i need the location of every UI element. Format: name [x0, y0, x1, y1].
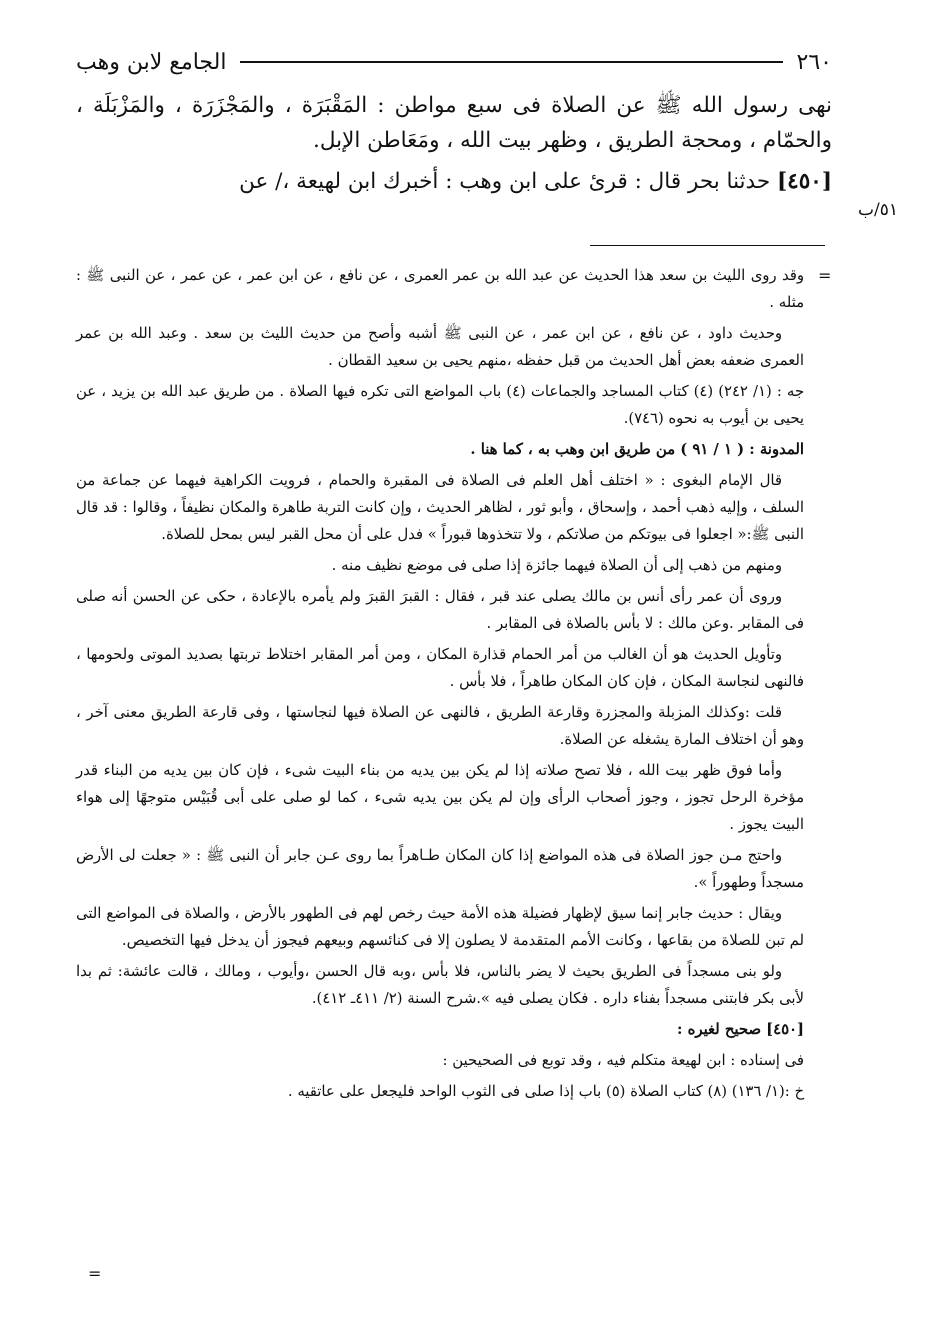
manuscript-folio-note: ٥١/ب [858, 200, 898, 220]
takhrij-line: فى إسناده : ابن لهيعة متكلم فيه ، وقد توبع فى الصحيحين : [442, 1052, 804, 1069]
note-paragraph: وتأويل الحديث هو أن الغالب من أمر الحمام قذارة المكان ، ومن أمر المقابر اختلاط تربتها بصديد الموتى ولحومها ، فالنهى لنجاسة المكان ، فإن كان المكان طاهراً ، فلا بأس . [76, 646, 804, 690]
note-paragraph: جه : (١/ ٢٤٢) (٤) كتاب المساجد والجماعات (٤) باب المواضع التى تكره فيها الصلاة . من طريق عبد الله بن يزيد ، عن يحيى بن أيوب به نحوه (٧٤٦). [76, 383, 804, 427]
note-paragraph: وأما فوق ظهر بيت الله ، فلا تصح صلاته إذا لم يكن بين يديه من بناء البيت شىء ، فإن كان بين يديه من البناء قدر مؤخرة الرحل تجوز ، وجوز أصحاب الرأى وإن لم يكن بين يديه شىء ، كما لو صلى على أبى قُبَيْس متوجهًا إلى هواء البيت يجوز . [76, 762, 804, 833]
hadith-number: [٤٥٠] [776, 169, 832, 194]
hadith-paragraph [76, 164, 832, 199]
header-rule [240, 61, 782, 63]
note-paragraph: ويقال : حديث جابر إنما سيق لإظهار فضيلة هذه الأمة حيث رخص لهم فى الطهور بالأرض ، والصلاة فى المواضع التى لم تبن للصلاة من بقاعها ، وكانت الأمم المتقدمة لا يصلون إلا فى كنائسهم وبيعهم فيجوز أن يدخل فيها التخصيص. [76, 905, 804, 949]
takhrij-heading: [٤٥٠] صحيح لغيره : [677, 1021, 804, 1038]
note-paragraph: وقد روى الليث بن سعد هذا الحديث عن عبد الله بن عمر العمرى ، عن نافع ، عن ابن عمر ، عن عمر ، عن النبى ﷺ : مثله . [76, 267, 804, 311]
page-number: ٢٦٠ [796, 49, 832, 75]
hadith-text: حدثنا بحر قال : قرئ على ابن وهب : أخبرك ابن لهيعة ،/ عن [239, 169, 771, 194]
footnotes [76, 262, 804, 1109]
note-paragraph: قلت :وكذلك المزبلة والمجزرة وقارعة الطريق ، فالنهى عن الصلاة فيها لنجاستها ، وفى قارعة الطريق معنى آخر ، وهو أن اختلاف المارة يشغله عن الصلاة. [76, 704, 804, 748]
note-paragraph: ومنهم من ذهب إلى أن الصلاة فيهما جائزة إذا صلى فى موضع نظيف منه . [331, 557, 782, 574]
continuation-mark-bottom: = [88, 1264, 102, 1283]
continuation-mark-top: = [818, 266, 832, 285]
note-paragraph: وحديث داود ، عن نافع ، عن ابن عمر ، عن النبى ﷺ أشبه وأصح من حديث الليث بن سعد . وعبد الله بن عمر العمرى ضعفه بعض أهل الحديث من قبل حفظه ،منهم يحيى بن سعيد القطان . [76, 325, 804, 369]
main-text [76, 88, 832, 205]
note-paragraph: قال الإمام البغوى : « اختلف أهل العلم فى الصلاة فى المقبرة والحمام ، فرويت الكراهية فيهما عن جماعة من السلف ، وإليه ذهب أحمد ، وإسحاق ، وأبو ثور ، لظاهر الحديث ، وإن كانت التربة طاهرة والمكان نظيفاً ، وقالوا : قد قال النبى ﷺ:« اجعلوا فى بيوتكم من صلاتكم ، ولا تتخذوها قبوراً » فدل على أن محل القبر ليس بمحل للصلاة. [76, 472, 804, 543]
note-paragraph: وروى أن عمر رأى أنس بن مالك يصلى عند قبر ، فقال : القبرَ القبرَ ولم يأمره بالإعادة ، حكى عن الحسن أنه صلى فى المقابر .وعن مالك : لا بأس بالصلاة فى المقابر . [76, 588, 804, 632]
note-paragraph: واحتج مـن جوز الصلاة فى هذه المواضع إذا كان المكان طـاهراً بما روى عـن جابر أن النبى ﷺ : « جعلت لى الأرض مسجداً وطهوراً ». [76, 847, 804, 891]
note-paragraph: المدونة : ( ١ / ٩١ ) من طريق ابن وهب به ، كما هنا . [470, 441, 804, 458]
main-paragraph: نهى رسول الله ﷺ عن الصلاة فى سبع مواطن : المَقْبَرَة ، والمَجْزَرَة ، والمَزْبَلَة ، والحمّام ، ومحجة الطريق ، وظهر بيت الله ، ومَعَاطن الإبل. [76, 93, 832, 153]
takhrij-line: خ :(١/ ١٣٦) (٨) كتاب الصلاة (٥) باب إذا صلى فى الثوب الواحد فليجعل على عاتقيه . [287, 1083, 804, 1100]
book-title: الجامع لابن وهب [76, 49, 227, 75]
page-header [76, 44, 832, 80]
note-paragraph: ولو بنى مسجداً فى الطريق بحيث لا يضر بالناس، فلا بأس ،وبه قال الحسن ،وأيوب ، ومالك ، قالت عائشة: ثم بدا لأبى بكر فابتنى مسجداً بفناء داره . فكان يصلى فيه ».شرح السنة (٢/ ٤١١ـ ٤١٢). [76, 963, 804, 1007]
footnote-separator [590, 245, 825, 246]
